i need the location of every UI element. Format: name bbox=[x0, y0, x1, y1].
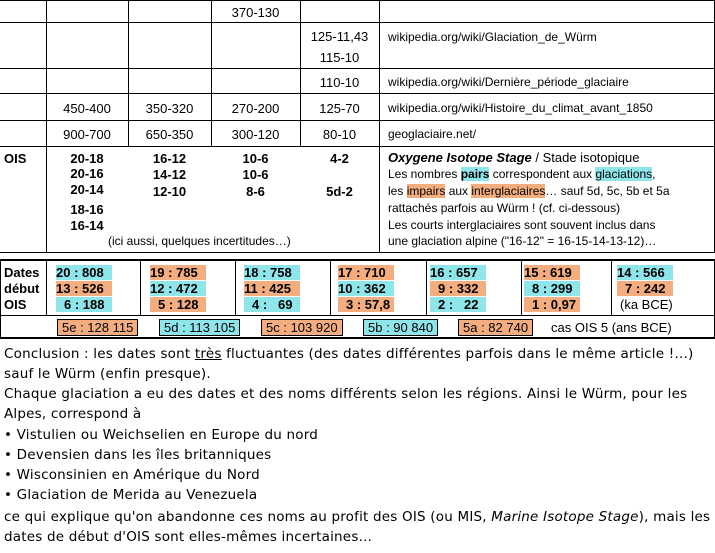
link-histoire-climat[interactable]: wikipedia.org/wiki/Histoire_du_climat_avant_1850 bbox=[388, 101, 653, 115]
cell-r2-c4: 110-10 bbox=[319, 75, 360, 90]
ois-c2-2: 12-10 bbox=[152, 184, 187, 199]
ois-c3-1: 10-6 bbox=[242, 167, 269, 182]
bullet-merida: • Glaciation de Merida au Venezuela bbox=[4, 487, 258, 503]
ois-c1-3: 18-16 bbox=[70, 202, 104, 217]
ois-desc-line5: Les courts interglaciaires sont souvent inclus dans bbox=[388, 218, 656, 232]
debut-label: début bbox=[4, 281, 40, 296]
ois5-note: cas OIS 5 (ans BCE) bbox=[551, 320, 672, 335]
date-cell-17: 17 : 710 bbox=[338, 265, 394, 280]
date-cell-10: 10 : 362 bbox=[338, 281, 394, 296]
date-cell-5: 5 : 128 bbox=[150, 297, 206, 312]
desc-interglaciaires-highlight: interglaciaires bbox=[471, 184, 546, 198]
conclusion-l9-suffix: ), mais les bbox=[638, 509, 711, 525]
link-wurm[interactable]: wikipedia.org/wiki/Glaciation_de_Würm bbox=[388, 30, 597, 44]
conclusion-l1-suffix: fluctuantes (des dates différentes parfois dans le même article !…) bbox=[221, 346, 694, 362]
date-cell-18: 18 : 758 bbox=[244, 265, 300, 280]
date-cell-2: 2 : 22 bbox=[430, 297, 486, 312]
desc-impairs-highlight: impairs bbox=[406, 184, 446, 198]
conclusion-line1 bbox=[4, 344, 694, 364]
conclusion-line2: sauf le Würm (enfin presque). bbox=[4, 366, 211, 382]
ois5-5b: 5b : 90 840 bbox=[363, 319, 438, 336]
ois5-5d: 5d : 113 105 bbox=[159, 319, 240, 336]
ois-desc-line4: rattachés parfois au Würm ! (cf. ci-dessous) bbox=[388, 201, 621, 215]
cell-r0-c3: 370-130 bbox=[231, 5, 280, 20]
bullet-devensien: • Devensien dans les îles britanniques bbox=[4, 447, 272, 463]
cell-r1-c4a: 125-11,43 bbox=[310, 29, 369, 44]
bullet-vistulien: • Vistulien ou Weichselien en Europe du nord bbox=[4, 427, 319, 443]
desc-glaciations-highlight: glaciations bbox=[595, 167, 653, 181]
date-cell-4: 4 : 69 bbox=[244, 297, 300, 312]
date-cell-15: 15 : 619 bbox=[524, 265, 580, 280]
date-cell-14: 14 : 566 bbox=[617, 265, 673, 280]
cell-r1-c4b: 115-10 bbox=[319, 50, 360, 65]
ois-c2-1: 14-12 bbox=[152, 167, 187, 182]
conclusion-tres-underline: très bbox=[194, 346, 222, 362]
date-cell-16: 16 : 657 bbox=[430, 265, 486, 280]
ois5-5a: 5a : 82 740 bbox=[458, 319, 533, 336]
conclusion-line4: Alpes, correspond à bbox=[4, 406, 142, 422]
cell-r4-c1: 900-700 bbox=[63, 127, 111, 142]
ois-c1-1: 20-16 bbox=[70, 166, 104, 181]
link-derniere-periode[interactable]: wikipedia.org/wiki/Dernière_période_glaciaire bbox=[388, 75, 629, 89]
conclusion-l9-prefix: ce qui explique qu'on abandonne ces noms au profit des OIS (ou MIS, bbox=[4, 509, 492, 525]
conclusion-mis-italic: Marine Isotope Stage bbox=[491, 509, 639, 525]
ois-c1-2: 20-14 bbox=[70, 182, 104, 197]
date-cell-8: 8 : 299 bbox=[524, 281, 580, 296]
conclusion-l1-prefix: Conclusion : les dates sont bbox=[4, 346, 195, 362]
ois-description-title bbox=[388, 150, 639, 165]
ois-desc-line3 bbox=[388, 184, 670, 199]
dates-label: Dates bbox=[4, 265, 40, 280]
desc-l2-mid: correspondent aux bbox=[489, 167, 596, 181]
date-cell-13: 13 : 526 bbox=[56, 281, 112, 296]
ois-uncertainty-note: (ici aussi, quelques incertitudes…) bbox=[108, 234, 291, 248]
link-geoglaciaire[interactable]: geoglaciaire.net/ bbox=[388, 127, 477, 141]
conclusion-line9 bbox=[4, 507, 710, 527]
desc-l3-mid: aux bbox=[445, 184, 472, 198]
ois-row-label: OIS bbox=[4, 151, 27, 166]
date-cell-9: 9 : 332 bbox=[430, 281, 486, 296]
date-cell-12: 12 : 472 bbox=[150, 281, 206, 296]
desc-l3-suffix: … sauf 5d, 5c, 5b et 5a bbox=[545, 184, 670, 198]
date-cell-20: 20 : 808 bbox=[56, 265, 112, 280]
ois-c4-2: 5d-2 bbox=[326, 184, 353, 199]
ois-label: OIS bbox=[4, 297, 27, 312]
cell-r3-c4: 125-70 bbox=[319, 101, 360, 116]
date-cell-6: 6 : 188 bbox=[56, 297, 112, 312]
date-cell-19: 19 : 785 bbox=[150, 265, 206, 280]
ois-title-emph: Oxygene Isotope Stage bbox=[388, 150, 532, 165]
ois-c1-0: 20-18 bbox=[70, 151, 104, 166]
ois-c3-0: 10-6 bbox=[242, 151, 269, 166]
desc-l3-prefix: les bbox=[388, 184, 407, 198]
date-cell-11: 11 : 425 bbox=[244, 281, 300, 296]
cell-r4-c2: 650-350 bbox=[145, 127, 194, 142]
cell-r3-c1: 450-400 bbox=[63, 101, 111, 116]
conclusion-line3: Chaque glaciation a eu des dates et des noms différents selon les régions. Ainsi le Würm, pour les bbox=[4, 386, 688, 402]
date-cell-3: 3 : 57,8 bbox=[338, 297, 394, 312]
desc-pairs-highlight: pairs bbox=[460, 167, 490, 181]
desc-l2-suffix: , bbox=[652, 167, 656, 181]
date-cell-1: 1 : 0,97 bbox=[524, 297, 580, 312]
ka-bce-note: (ka BCE) bbox=[620, 297, 673, 312]
ois5-5e: 5e : 128 115 bbox=[57, 319, 138, 336]
cell-r4-c4: 80-10 bbox=[322, 127, 357, 142]
ois-c2-0: 16-12 bbox=[152, 151, 187, 166]
desc-l2-prefix: Les nombres bbox=[388, 167, 461, 181]
ois-desc-line2 bbox=[388, 167, 656, 182]
ois-desc-line6: une glaciation alpine ("16-12" = 16-15-14-13-12)… bbox=[388, 234, 657, 248]
cell-r4-c3: 300-120 bbox=[231, 127, 280, 142]
ois-c4-0: 4-2 bbox=[330, 151, 349, 166]
bullet-wisconsinien: • Wisconsinien en Amérique du Nord bbox=[4, 467, 260, 483]
ois5-5c: 5c : 103 920 bbox=[261, 319, 343, 336]
cell-r3-c2: 350-320 bbox=[145, 101, 194, 116]
ois-c3-2: 8-6 bbox=[246, 184, 265, 199]
date-cell-7: 7 : 242 bbox=[617, 281, 673, 296]
ois-title-rest: / Stade isotopique bbox=[531, 150, 640, 165]
cell-r3-c3: 270-200 bbox=[231, 101, 280, 116]
conclusion-line10: dates de début d'OIS sont elles-mêmes incertaines… bbox=[4, 529, 373, 545]
ois-c1-4: 16-14 bbox=[70, 218, 104, 233]
